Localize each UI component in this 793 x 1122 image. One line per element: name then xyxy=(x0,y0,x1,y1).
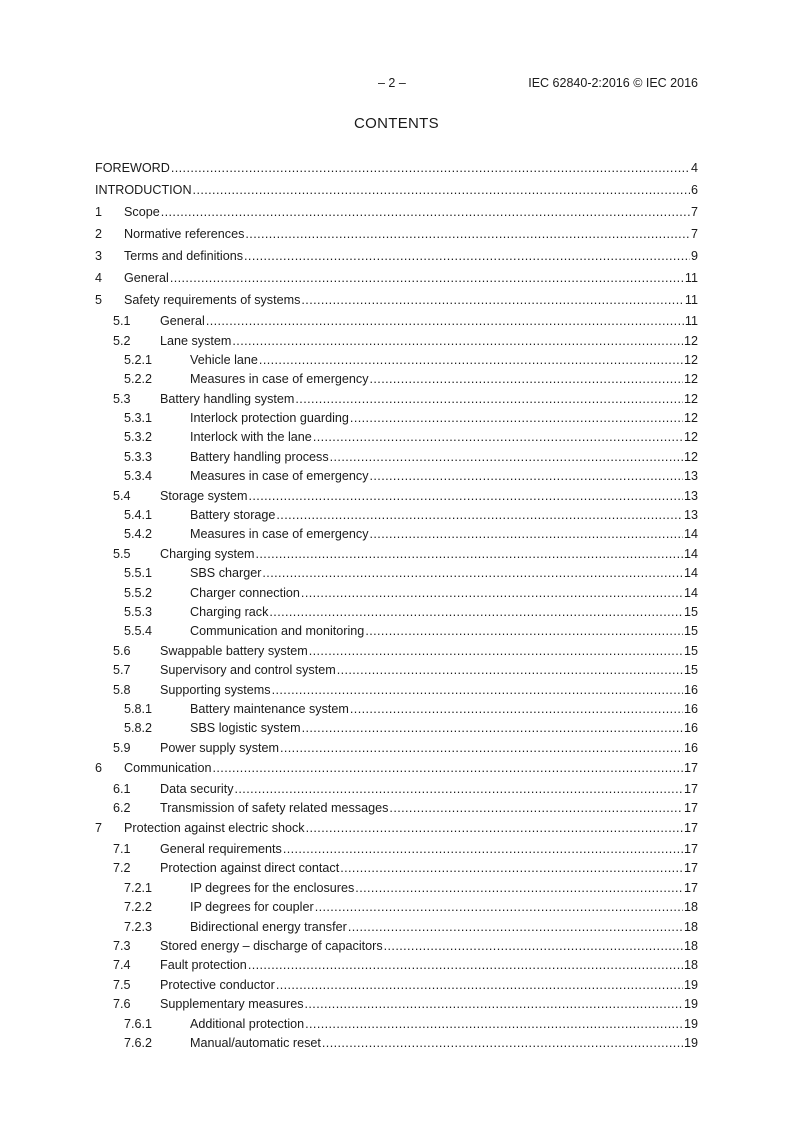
toc-entry-page: 19 xyxy=(683,1036,698,1050)
toc-entry-number: 5.8 xyxy=(113,682,131,697)
toc-entry-title: Supplementary measures xyxy=(160,997,304,1012)
toc-entry-page: 18 xyxy=(683,939,698,954)
dot-leader xyxy=(161,201,690,223)
toc-entry[interactable] xyxy=(95,201,698,223)
dot-leader xyxy=(370,525,683,544)
dot-leader xyxy=(355,879,683,898)
toc-entry-page: 12 xyxy=(683,430,698,445)
toc-entry-number: 5.3.3 xyxy=(124,449,153,464)
toc-entry-number: 5.9 xyxy=(113,740,131,755)
toc-entry[interactable] xyxy=(95,506,698,525)
dot-leader xyxy=(302,719,683,738)
toc-entry-number: 1 xyxy=(95,205,103,219)
toc-entry-number: 2 xyxy=(95,227,103,241)
toc-entry-title: Measures in case of emergency xyxy=(190,469,369,484)
toc-entry-number: 7.1 xyxy=(113,841,131,856)
toc-entry-number: 6 xyxy=(95,761,103,776)
dot-leader xyxy=(171,157,690,179)
toc-entry[interactable] xyxy=(95,879,698,898)
toc-entry[interactable] xyxy=(95,956,698,975)
toc-entry-page: 13 xyxy=(683,469,698,484)
dot-leader xyxy=(350,409,683,428)
toc-entry[interactable] xyxy=(95,448,698,467)
toc-entry[interactable] xyxy=(95,351,698,370)
toc-entry[interactable] xyxy=(95,859,698,878)
toc-entry-number: 5.3.1 xyxy=(124,411,153,426)
dot-leader xyxy=(262,564,683,583)
toc-entry[interactable] xyxy=(95,995,698,1014)
dot-leader xyxy=(248,956,683,975)
toc-entry-number: 5.5.1 xyxy=(124,566,153,581)
toc-entry[interactable] xyxy=(95,839,698,860)
toc-entry-page: 17 xyxy=(683,801,698,816)
toc-entry-page: 16 xyxy=(683,701,698,716)
toc-entry-page: 18 xyxy=(683,919,698,934)
toc-entry-title: Fault protection xyxy=(160,958,247,973)
toc-entry[interactable] xyxy=(95,661,698,680)
dot-leader xyxy=(170,267,684,289)
dot-leader xyxy=(256,545,683,564)
toc-entry-number: 7.3 xyxy=(113,939,131,954)
toc-entry-number: 3 xyxy=(95,249,103,263)
toc-entry[interactable] xyxy=(95,1015,698,1034)
toc-entry-page: 12 xyxy=(683,411,698,426)
toc-entry-title: Scope xyxy=(124,205,160,219)
toc-entry-page: 12 xyxy=(683,372,698,387)
dot-leader xyxy=(276,506,683,525)
toc-entry-title: SBS logistic system xyxy=(190,721,301,736)
toc-entry-title: Communication and monitoring xyxy=(190,624,365,639)
dot-leader xyxy=(370,370,683,389)
toc-entry-number: 5.5.3 xyxy=(124,604,153,619)
page-header xyxy=(95,76,698,92)
dot-leader xyxy=(306,818,683,839)
toc-entry-page: 11 xyxy=(684,293,698,307)
toc-entry[interactable] xyxy=(95,157,698,179)
toc-entry[interactable] xyxy=(95,779,698,800)
toc-entry-title: Normative references xyxy=(124,227,245,241)
toc-entry-number: 6.1 xyxy=(113,781,131,796)
table-of-contents xyxy=(95,157,698,1053)
dot-leader xyxy=(350,700,683,719)
toc-entry[interactable] xyxy=(95,584,698,603)
toc-entry-page: 11 xyxy=(684,314,698,328)
toc-entry[interactable] xyxy=(95,545,698,564)
dot-leader xyxy=(193,179,690,201)
toc-entry-number: 4 xyxy=(95,271,103,285)
dot-leader xyxy=(245,223,690,245)
toc-entry-number: 5.3.4 xyxy=(124,469,153,484)
dot-leader xyxy=(235,779,683,800)
toc-entry-title: Communication xyxy=(124,761,212,776)
toc-entry-title: Battery maintenance system xyxy=(190,701,349,716)
toc-entry-page: 13 xyxy=(683,488,698,503)
toc-entry-page: 17 xyxy=(683,781,698,796)
toc-entry[interactable] xyxy=(95,267,698,289)
toc-entry[interactable] xyxy=(95,467,698,486)
toc-entry-title: Interlock with the lane xyxy=(190,430,312,445)
toc-entry-page: 12 xyxy=(683,333,698,348)
toc-entry-page: 7 xyxy=(690,205,698,219)
toc-entry-title: General requirements xyxy=(160,841,282,856)
toc-entry-number: 6.2 xyxy=(113,801,131,816)
dot-leader xyxy=(276,976,683,995)
toc-entry-title: Swappable battery system xyxy=(160,643,308,658)
toc-entry-number: 5.4 xyxy=(113,488,131,503)
dot-leader xyxy=(370,467,683,486)
toc-entry-number: 5.3.2 xyxy=(124,430,153,445)
toc-entry-number: 7.6 xyxy=(113,997,131,1012)
toc-entry[interactable] xyxy=(95,245,698,267)
dot-leader xyxy=(330,448,683,467)
toc-entry-page: 19 xyxy=(683,977,698,992)
toc-entry[interactable] xyxy=(95,603,698,622)
toc-entry[interactable] xyxy=(95,1034,698,1053)
toc-entry-number: 7 xyxy=(95,821,103,836)
toc-entry-title: Protection against direct contact xyxy=(160,861,340,876)
toc-entry-number: 5.4.2 xyxy=(124,527,153,542)
toc-entry[interactable] xyxy=(95,758,698,779)
toc-entry-number: 5 xyxy=(95,293,103,307)
dot-leader xyxy=(206,311,684,332)
toc-entry[interactable] xyxy=(95,332,698,351)
toc-entry-title: Battery handling process xyxy=(190,449,329,464)
toc-entry-number: 7.2.2 xyxy=(124,900,153,915)
toc-entry-page: 6 xyxy=(690,183,698,197)
toc-entry-page: 19 xyxy=(683,1016,698,1031)
dot-leader xyxy=(280,739,683,758)
toc-entry-title: Charging rack xyxy=(190,604,269,619)
dot-leader xyxy=(305,1015,683,1034)
toc-entry-page: 19 xyxy=(683,997,698,1012)
toc-entry-title: Measures in case of emergency xyxy=(190,527,369,542)
toc-entry-title: SBS charger xyxy=(190,566,262,581)
toc-entry-number: 5.8.1 xyxy=(124,701,153,716)
dot-leader xyxy=(337,661,683,680)
toc-entry-page: 15 xyxy=(683,663,698,678)
toc-entry[interactable] xyxy=(95,976,698,995)
toc-entry-title: IP degrees for coupler xyxy=(190,900,314,915)
toc-entry[interactable] xyxy=(95,898,698,917)
toc-entry-number: 5.8.2 xyxy=(124,721,153,736)
toc-entry-page: 15 xyxy=(683,624,698,639)
dot-leader xyxy=(259,351,683,370)
dot-leader xyxy=(305,995,683,1014)
dot-leader xyxy=(313,428,683,447)
toc-entry[interactable] xyxy=(95,428,698,447)
toc-entry-title: Supervisory and control system xyxy=(160,663,336,678)
toc-entry-page: 12 xyxy=(683,391,698,406)
toc-entry-title: Power supply system xyxy=(160,740,279,755)
toc-entry-title: Data security xyxy=(160,781,234,796)
dot-leader xyxy=(249,487,683,506)
toc-entry-title: Manual/automatic reset xyxy=(190,1036,321,1050)
toc-entry-number: 7.6.1 xyxy=(124,1016,153,1031)
toc-entry-title: Terms and definitions xyxy=(124,249,244,263)
toc-entry[interactable] xyxy=(95,409,698,428)
toc-entry-title: Bidirectional energy transfer xyxy=(190,919,347,934)
toc-entry-page: 14 xyxy=(683,566,698,581)
dot-leader xyxy=(315,898,683,917)
toc-entry-page: 16 xyxy=(683,721,698,736)
toc-entry-title: Protective conductor xyxy=(160,977,275,992)
toc-entry[interactable] xyxy=(95,937,698,956)
dot-leader xyxy=(244,245,690,267)
dot-leader xyxy=(283,839,683,860)
toc-entry-page: 12 xyxy=(683,449,698,464)
toc-entry-title: Additional protection xyxy=(190,1016,305,1031)
toc-entry-title: Protection against electric shock xyxy=(124,821,305,836)
toc-entry-title: Storage system xyxy=(160,488,248,503)
toc-entry-page: 15 xyxy=(683,604,698,619)
dot-leader xyxy=(365,622,683,641)
toc-entry-page: 18 xyxy=(683,958,698,973)
toc-entry-title: Vehicle lane xyxy=(190,352,258,367)
toc-entry-page: 16 xyxy=(683,740,698,755)
toc-entry-title: FOREWORD xyxy=(95,161,170,175)
toc-entry[interactable] xyxy=(95,525,698,544)
toc-entry-title: Charger connection xyxy=(190,585,300,600)
dot-leader xyxy=(213,758,683,779)
toc-entry-page: 18 xyxy=(683,900,698,915)
toc-entry-page: 17 xyxy=(683,841,698,856)
toc-entry-number: 5.5.4 xyxy=(124,624,153,639)
dot-leader xyxy=(322,1034,683,1053)
toc-entry-page: 11 xyxy=(684,271,698,285)
toc-entry-title: Charging system xyxy=(160,546,255,561)
toc-entry[interactable] xyxy=(95,179,698,201)
dot-leader xyxy=(301,584,683,603)
dot-leader xyxy=(301,289,684,311)
toc-entry-page: 16 xyxy=(683,682,698,697)
toc-entry-page: 4 xyxy=(690,161,698,175)
toc-entry-page: 13 xyxy=(683,508,698,523)
toc-entry[interactable] xyxy=(95,700,698,719)
toc-entry[interactable] xyxy=(95,918,698,937)
toc-entry-page: 17 xyxy=(683,761,698,776)
toc-entry-title: Supporting systems xyxy=(160,682,271,697)
toc-entry[interactable] xyxy=(95,311,698,332)
contents-title: CONTENTS xyxy=(354,115,439,132)
toc-entry-title: General xyxy=(160,314,205,328)
toc-entry-title: Interlock protection guarding xyxy=(190,411,349,426)
toc-entry[interactable] xyxy=(95,681,698,700)
dot-leader xyxy=(384,937,683,956)
toc-entry-number: 5.2.2 xyxy=(124,372,153,387)
toc-entry-page: 9 xyxy=(690,249,698,263)
toc-entry[interactable] xyxy=(95,289,698,311)
toc-entry-number: 5.2.1 xyxy=(124,352,153,367)
toc-entry[interactable] xyxy=(95,223,698,245)
toc-entry-number: 5.7 xyxy=(113,663,131,678)
toc-entry[interactable] xyxy=(95,487,698,506)
dot-leader xyxy=(295,390,683,409)
toc-entry-number: 7.2.1 xyxy=(124,880,153,895)
toc-entry-title: Measures in case of emergency xyxy=(190,372,369,387)
toc-entry[interactable] xyxy=(95,622,698,641)
dot-leader xyxy=(389,799,683,818)
toc-entry-number: 7.2 xyxy=(113,861,131,876)
dot-leader xyxy=(272,681,683,700)
toc-entry-page: 7 xyxy=(690,227,698,241)
dot-leader xyxy=(309,642,683,661)
toc-entry-page: 15 xyxy=(683,643,698,658)
toc-entry[interactable] xyxy=(95,390,698,409)
toc-entry-title: INTRODUCTION xyxy=(95,183,192,197)
toc-entry-title: Lane system xyxy=(160,333,232,348)
toc-entry-number: 5.5.2 xyxy=(124,585,153,600)
toc-entry-page: 17 xyxy=(683,880,698,895)
toc-entry-number: 7.4 xyxy=(113,958,131,973)
toc-entry-title: Battery storage xyxy=(190,508,276,523)
toc-entry[interactable] xyxy=(95,719,698,738)
toc-entry-number: 7.6.2 xyxy=(124,1036,153,1050)
toc-entry-number: 7.2.3 xyxy=(124,919,153,934)
dot-leader xyxy=(340,859,683,878)
toc-entry-title: Stored energy – discharge of capacitors xyxy=(160,939,383,954)
toc-entry-title: Transmission of safety related messages xyxy=(160,801,389,816)
toc-entry-number: 5.4.1 xyxy=(124,508,153,523)
toc-entry-number: 5.3 xyxy=(113,391,131,406)
toc-entry-title: Safety requirements of systems xyxy=(124,293,301,307)
toc-entry-title: Battery handling system xyxy=(160,391,295,406)
toc-entry[interactable] xyxy=(95,370,698,389)
toc-entry[interactable] xyxy=(95,818,698,839)
toc-entry-number: 7.5 xyxy=(113,977,131,992)
toc-entry[interactable] xyxy=(95,564,698,583)
toc-entry-page: 17 xyxy=(683,821,698,836)
toc-entry-title: IP degrees for the enclosures xyxy=(190,880,355,895)
toc-entry-title: General xyxy=(124,271,169,285)
toc-entry[interactable] xyxy=(95,739,698,758)
toc-entry-number: 5.2 xyxy=(113,333,131,348)
toc-entry[interactable] xyxy=(95,642,698,661)
toc-entry-page: 14 xyxy=(683,527,698,542)
standard-reference: IEC 62840-2:2016 © IEC 2016 xyxy=(528,76,698,90)
dot-leader xyxy=(348,918,683,937)
dot-leader xyxy=(232,332,683,351)
toc-entry-page: 17 xyxy=(683,861,698,876)
toc-entry-page: 14 xyxy=(683,546,698,561)
dot-leader xyxy=(269,603,683,622)
toc-entry-number: 5.6 xyxy=(113,643,131,658)
toc-entry-page: 14 xyxy=(683,585,698,600)
toc-entry-number: 5.5 xyxy=(113,546,131,561)
toc-entry-page: 12 xyxy=(683,352,698,367)
toc-entry[interactable] xyxy=(95,799,698,818)
toc-entry-number: 5.1 xyxy=(113,314,131,328)
page-number: – 2 – xyxy=(378,76,406,90)
